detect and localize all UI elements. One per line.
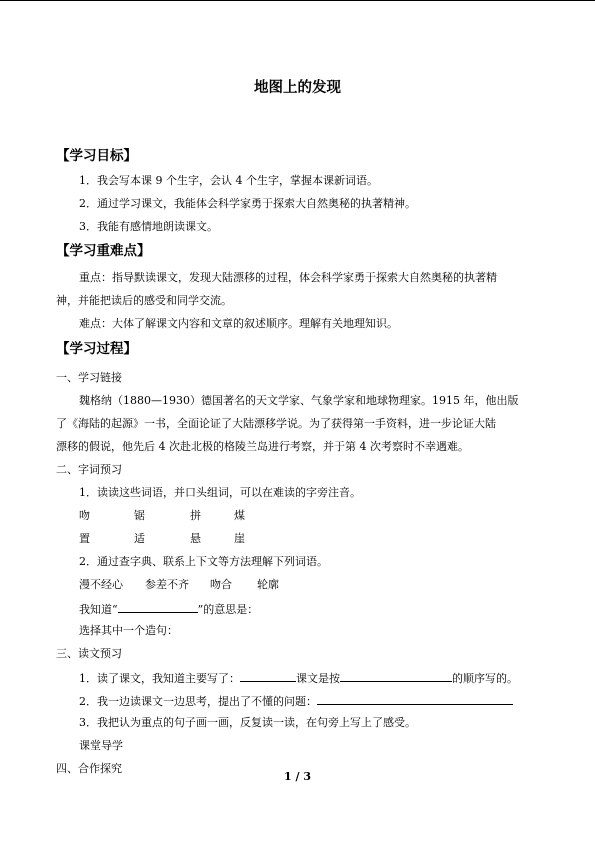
word-item: 轮廓 (257, 578, 279, 591)
section-heading-goals: 【学习目标】 (56, 148, 137, 164)
page-title: 地图上的发现 (254, 79, 341, 96)
char-item: 适 (134, 532, 145, 545)
order-blank[interactable] (340, 669, 452, 682)
part3-q1-mid: 课文是按 (296, 672, 340, 685)
part3-heading: 三、读文预习 (56, 647, 122, 660)
part3-q3: 3．我把认为重点的句子画一画，反复读一读，在句旁上写上了感受。 (79, 716, 416, 729)
main-content-blank[interactable] (240, 669, 296, 682)
part3-q1-line (79, 669, 518, 687)
question-blank[interactable] (317, 692, 513, 705)
make-sentence-prompt: 选择其中一个造句： (79, 624, 178, 637)
key-point-emphasis-line1: 重点：指导默读课文，发现大陆漂移的过程，体会科学家勇于探索大自然奥秘的执著精 (79, 271, 497, 284)
part3-q1-prefix: 1．读了课文，我知道主要写了： (79, 672, 240, 685)
part2-item2: 2．通过查字典、联系上下文等方法理解下列词语。 (79, 555, 328, 568)
know-meaning-suffix: ”的意思是： (197, 603, 259, 616)
part3-q2-line (79, 692, 513, 710)
part3-q2-text: 2．我一边读课文一边思考，提出了不懂的问题： (79, 695, 317, 708)
part4-heading: 四、合作探究 (56, 762, 122, 775)
part1-line3: 漂移的假说，他先后 4 次赴北极的格陵兰岛进行考察，并于第 4 次考察时不幸遇难。 (56, 440, 469, 453)
part1-line1: 魏格纳（1880—1930）德国著名的天文学家、气象学家和地球物理家。1915 年，他出版 (79, 394, 519, 407)
part2-item1: 1．读读这些词语，并口头组词，可以在难读的字旁注音。 (79, 486, 361, 499)
part1-line2: 了《海陆的起源》一书，全面论证了大陆漂移学说。为了获得第一手资料，进一步论证大陆 (56, 417, 496, 430)
goal-item-2: 2．通过学习课文，我能体会科学家勇于探索大自然奥秘的执著精神。 (79, 197, 416, 210)
know-meaning-line (79, 600, 258, 618)
goal-item-1: 1．我会写本课 9 个生字，会认 4 个生字，掌握本课新词语。 (79, 174, 378, 187)
know-meaning-prefix: 我知道“ (79, 603, 118, 616)
part3-q1-suffix: 的顺序写的。 (452, 672, 518, 685)
char-item: 崖 (234, 532, 245, 545)
page-number: 1 / 3 (284, 770, 311, 783)
char-item: 吻 (79, 509, 90, 522)
page-top-border (0, 0, 595, 1)
word-item: 漫不经心 (79, 578, 123, 591)
key-point-emphasis-line2: 神，并能把读后的感受和同学交流。 (56, 294, 232, 307)
char-item: 拼 (190, 509, 201, 522)
word-item: 吻合 (210, 578, 232, 591)
char-item: 锯 (134, 509, 145, 522)
section-heading-process: 【学习过程】 (56, 341, 137, 357)
char-item: 置 (79, 532, 90, 545)
classroom-guide-label: 课堂导学 (79, 739, 123, 752)
char-item: 悬 (190, 532, 201, 545)
key-point-difficulty: 难点：大体了解课文内容和文章的叙述顺序。理解有关地理知识。 (79, 317, 398, 330)
word-blank[interactable] (118, 600, 198, 613)
goal-item-3: 3．我能有感情地朗读课文。 (79, 220, 218, 233)
char-item: 煤 (234, 509, 245, 522)
part2-heading: 二、字词预习 (56, 463, 122, 476)
word-item: 参差不齐 (145, 578, 189, 591)
part1-heading: 一、学习链接 (56, 371, 122, 384)
section-heading-key-points: 【学习重难点】 (56, 243, 151, 259)
